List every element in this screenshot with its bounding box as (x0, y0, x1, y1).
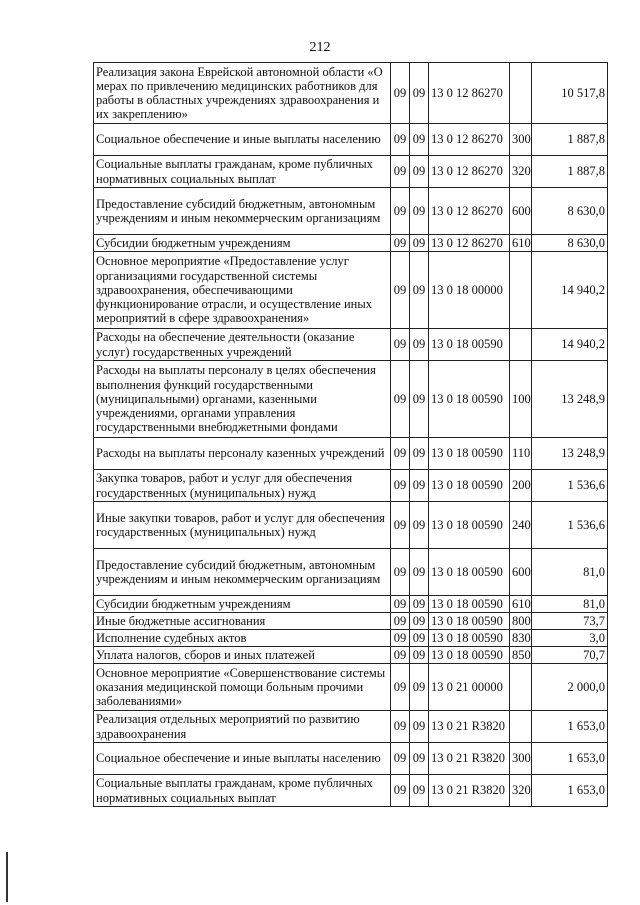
row-section-cell: 09 (391, 630, 410, 647)
row-amount-cell: 81,0 (532, 596, 608, 613)
row-amount-cell: 1 653,0 (532, 775, 608, 807)
row-subsection-cell: 09 (410, 252, 429, 329)
table-row (94, 63, 608, 124)
row-expense-type-cell: 600 (510, 188, 532, 235)
row-target-article-cell: 13 0 12 86270 (429, 235, 510, 252)
row-target-article-cell: 13 0 12 86270 (429, 63, 510, 124)
row-subsection-cell: 09 (410, 549, 429, 596)
table-row (94, 252, 608, 329)
row-amount-cell: 1 653,0 (532, 711, 608, 743)
row-subsection-cell: 09 (410, 63, 429, 124)
row-amount-cell: 10 517,8 (532, 63, 608, 124)
row-target-article-cell: 13 0 18 00590 (429, 613, 510, 630)
row-name-cell: Основное мероприятие «Предоставление услуг организациями государственной системы здравоохранения, обеспечивающими функционирование отрасли, и осуществление иных мероприятий в сфере здравоохранения» (94, 252, 391, 329)
row-section-cell: 09 (391, 156, 410, 188)
row-name-cell: Расходы на выплаты персоналу в целях обеспечения выполнения функций государственными (муниципальными) органами, казенными учреждениями, органами управления государственными внебюджетными фондами (94, 361, 391, 438)
row-expense-type-cell (510, 711, 532, 743)
row-target-article-cell: 13 0 21 00000 (429, 664, 510, 711)
row-subsection-cell: 09 (410, 630, 429, 647)
row-section-cell: 09 (391, 252, 410, 329)
row-name-cell: Иные закупки товаров, работ и услуг для обеспечения государственных (муниципальных) нужд (94, 502, 391, 549)
row-expense-type-cell: 830 (510, 630, 532, 647)
table-row (94, 124, 608, 156)
row-name-cell: Расходы на обеспечение деятельности (оказание услуг) государственных учреждений (94, 329, 391, 361)
row-expense-type-cell: 240 (510, 502, 532, 549)
row-section-cell: 09 (391, 549, 410, 596)
table-row (94, 711, 608, 743)
row-expense-type-cell (510, 329, 532, 361)
row-name-cell: Субсидии бюджетным учреждениям (94, 596, 391, 613)
row-subsection-cell: 09 (410, 124, 429, 156)
row-amount-cell: 14 940,2 (532, 252, 608, 329)
row-amount-cell: 3,0 (532, 630, 608, 647)
table-row (94, 502, 608, 549)
row-subsection-cell: 09 (410, 502, 429, 549)
row-name-cell: Социальные выплаты гражданам, кроме публичных нормативных социальных выплат (94, 156, 391, 188)
row-amount-cell: 8 630,0 (532, 235, 608, 252)
row-target-article-cell: 13 0 18 00000 (429, 252, 510, 329)
row-amount-cell: 1 887,8 (532, 156, 608, 188)
table-row (94, 596, 608, 613)
row-expense-type-cell (510, 63, 532, 124)
row-target-article-cell: 13 0 21 R3820 (429, 743, 510, 775)
row-subsection-cell: 09 (410, 743, 429, 775)
row-subsection-cell: 09 (410, 647, 429, 664)
table-row (94, 549, 608, 596)
row-target-article-cell: 13 0 18 00590 (429, 329, 510, 361)
row-target-article-cell: 13 0 12 86270 (429, 124, 510, 156)
row-target-article-cell: 13 0 18 00590 (429, 549, 510, 596)
table-row (94, 664, 608, 711)
row-amount-cell: 13 248,9 (532, 361, 608, 438)
row-amount-cell: 81,0 (532, 549, 608, 596)
row-target-article-cell: 13 0 18 00590 (429, 361, 510, 438)
table-row (94, 235, 608, 252)
row-amount-cell: 73,7 (532, 613, 608, 630)
row-amount-cell: 1 536,6 (532, 470, 608, 502)
row-name-cell: Социальное обеспечение и иные выплаты населению (94, 124, 391, 156)
row-expense-type-cell: 110 (510, 438, 532, 470)
row-amount-cell: 14 940,2 (532, 329, 608, 361)
row-subsection-cell: 09 (410, 613, 429, 630)
row-name-cell: Расходы на выплаты персоналу казенных учреждений (94, 438, 391, 470)
page-number: 212 (309, 40, 331, 55)
row-subsection-cell: 09 (410, 470, 429, 502)
row-expense-type-cell: 850 (510, 647, 532, 664)
row-subsection-cell: 09 (410, 711, 429, 743)
margin-mark (6, 852, 8, 902)
row-subsection-cell: 09 (410, 775, 429, 807)
budget-table-body (94, 63, 608, 807)
row-section-cell: 09 (391, 124, 410, 156)
row-subsection-cell: 09 (410, 188, 429, 235)
row-amount-cell: 70,7 (532, 647, 608, 664)
row-section-cell: 09 (391, 711, 410, 743)
row-name-cell: Субсидии бюджетным учреждениям (94, 235, 391, 252)
row-name-cell: Предоставление субсидий бюджетным, автономным учреждениям и иным некоммерческим организациям (94, 549, 391, 596)
row-target-article-cell: 13 0 18 00590 (429, 596, 510, 613)
table-row (94, 630, 608, 647)
table-row (94, 613, 608, 630)
row-section-cell: 09 (391, 235, 410, 252)
row-expense-type-cell (510, 664, 532, 711)
row-target-article-cell: 13 0 18 00590 (429, 630, 510, 647)
row-expense-type-cell: 320 (510, 156, 532, 188)
row-target-article-cell: 13 0 12 86270 (429, 156, 510, 188)
table-row (94, 743, 608, 775)
row-expense-type-cell: 610 (510, 596, 532, 613)
row-section-cell: 09 (391, 63, 410, 124)
row-amount-cell: 2 000,0 (532, 664, 608, 711)
row-target-article-cell: 13 0 21 R3820 (429, 711, 510, 743)
table-row (94, 647, 608, 664)
row-name-cell: Закупка товаров, работ и услуг для обеспечения государственных (муниципальных) нужд (94, 470, 391, 502)
row-expense-type-cell: 610 (510, 235, 532, 252)
row-subsection-cell: 09 (410, 438, 429, 470)
row-name-cell: Социальные выплаты гражданам, кроме публичных нормативных социальных выплат (94, 775, 391, 807)
row-amount-cell: 1 653,0 (532, 743, 608, 775)
row-name-cell: Предоставление субсидий бюджетным, автономным учреждениям и иным некоммерческим организациям (94, 188, 391, 235)
row-name-cell: Реализация закона Еврейской автономной области «О мерах по привлечению медицинских работников для работы в областных учреждениях здравоохранения и их закреплению» (94, 63, 391, 124)
row-subsection-cell: 09 (410, 664, 429, 711)
row-name-cell: Социальное обеспечение и иные выплаты населению (94, 743, 391, 775)
row-section-cell: 09 (391, 613, 410, 630)
row-subsection-cell: 09 (410, 361, 429, 438)
row-expense-type-cell: 600 (510, 549, 532, 596)
row-amount-cell: 8 630,0 (532, 188, 608, 235)
table-row (94, 438, 608, 470)
row-name-cell: Исполнение судебных актов (94, 630, 391, 647)
row-section-cell: 09 (391, 502, 410, 549)
row-section-cell: 09 (391, 361, 410, 438)
row-expense-type-cell (510, 252, 532, 329)
row-section-cell: 09 (391, 596, 410, 613)
row-section-cell: 09 (391, 743, 410, 775)
row-section-cell: 09 (391, 470, 410, 502)
row-section-cell: 09 (391, 329, 410, 361)
row-name-cell: Основное мероприятие «Совершенствование системы оказания медицинской помощи больным прочими заболеваниями» (94, 664, 391, 711)
row-subsection-cell: 09 (410, 235, 429, 252)
row-subsection-cell: 09 (410, 156, 429, 188)
row-expense-type-cell: 300 (510, 743, 532, 775)
table-row (94, 329, 608, 361)
table-row (94, 361, 608, 438)
row-target-article-cell: 13 0 12 86270 (429, 188, 510, 235)
row-amount-cell: 1 887,8 (532, 124, 608, 156)
row-name-cell: Иные бюджетные ассигнования (94, 613, 391, 630)
table-row (94, 775, 608, 807)
row-section-cell: 09 (391, 647, 410, 664)
row-target-article-cell: 13 0 18 00590 (429, 502, 510, 549)
row-section-cell: 09 (391, 188, 410, 235)
row-expense-type-cell: 100 (510, 361, 532, 438)
row-expense-type-cell: 320 (510, 775, 532, 807)
row-expense-type-cell: 800 (510, 613, 532, 630)
row-expense-type-cell: 300 (510, 124, 532, 156)
table-row (94, 188, 608, 235)
row-expense-type-cell: 200 (510, 470, 532, 502)
row-target-article-cell: 13 0 18 00590 (429, 647, 510, 664)
row-target-article-cell: 13 0 18 00590 (429, 470, 510, 502)
row-section-cell: 09 (391, 775, 410, 807)
row-name-cell: Реализация отдельных мероприятий по развитию здравоохранения (94, 711, 391, 743)
row-amount-cell: 13 248,9 (532, 438, 608, 470)
row-name-cell: Уплата налогов, сборов и иных платежей (94, 647, 391, 664)
table-row (94, 470, 608, 502)
row-section-cell: 09 (391, 664, 410, 711)
row-subsection-cell: 09 (410, 596, 429, 613)
row-amount-cell: 1 536,6 (532, 502, 608, 549)
row-subsection-cell: 09 (410, 329, 429, 361)
row-target-article-cell: 13 0 21 R3820 (429, 775, 510, 807)
row-target-article-cell: 13 0 18 00590 (429, 438, 510, 470)
table-row (94, 156, 608, 188)
row-section-cell: 09 (391, 438, 410, 470)
budget-table (93, 62, 608, 807)
